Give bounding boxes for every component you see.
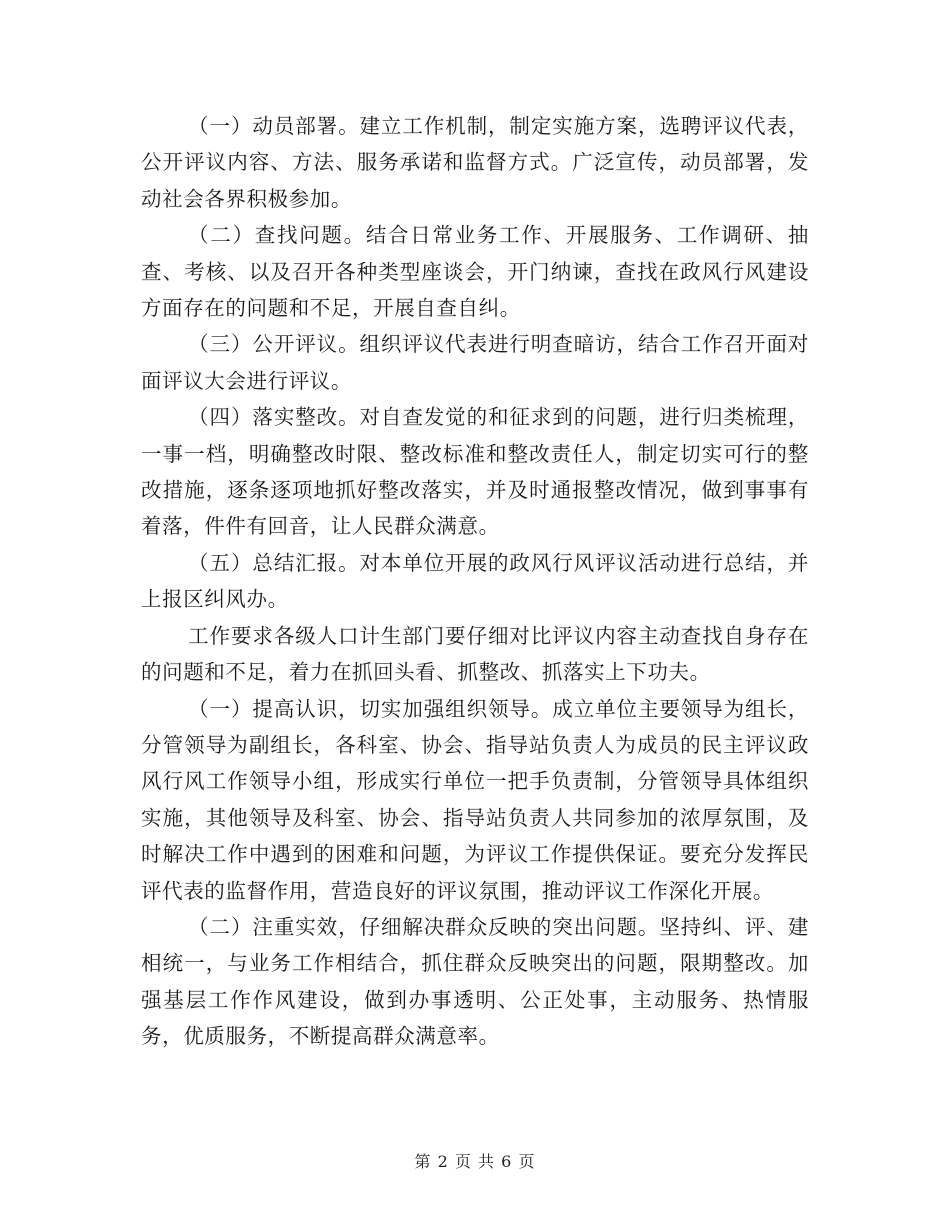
paragraph-practical-results: （二）注重实效，仔细解决群众反映的突出问题。坚持纠、评、建相统一，与业务工作相结合，抓住群众反映突出的问题，限期整改。加强基层工作作风建设，做到办事透明、公正处事，主动服务、热情服务，优质服务，不断提高群众满意率。: [141, 914, 809, 1049]
paragraph-organization-leadership: （一）提高认识，切实加强组织领导。成立单位主要领导为组长，分管领导为副组长，各科室、协会、指导站负责人为成员的民主评议政风行风工作领导小组，形成实行单位一把手负责制，分管领导具体组织实施，其他领导及科室、协会、指导站负责人共同参加的浓厚氛围，及时解决工作中遇到的困难和问题，为评议工作提供保证。要充分发挥民评代表的监督作用，营造良好的评议氛围，推动评议工作深化开展。: [141, 696, 809, 903]
footer-page-unit: 页: [454, 1152, 472, 1171]
paragraph-work-requirements: 工作要求各级人口计生部门要仔细对比评议内容主动查找自身存在的问题和不足，着力在抓回头看、抓整改、抓落实上下功夫。: [141, 623, 809, 685]
paragraph-rectification: （四）落实整改。对自查发觉的和征求到的问题，进行归类梳理，一事一档，明确整改时限、整改标准和整改责任人，制定切实可行的整改措施，逐条逐项地抓好整改落实，并及时通报整改情况，做到事事有着落，件件有回音，让人民群众满意。: [141, 405, 809, 539]
footer-prefix: 第: [414, 1152, 432, 1171]
page-footer: [0, 1149, 950, 1172]
paragraph-mobilization: （一）动员部署。建立工作机制，制定实施方案，选聘评议代表，公开评议内容、方法、服务承诺和监督方式。广泛宣传，动员部署，发动社会各界积极参加。: [141, 114, 809, 211]
paragraph-summary-report: （五）总结汇报。对本单位开展的政风行风评议活动进行总结，并上报区纠风办。: [141, 550, 809, 612]
footer-total-prefix: 共: [478, 1152, 496, 1171]
paragraph-public-review: （三）公开评议。组织评议代表进行明查暗访，结合工作召开面对面评议大会进行评议。: [141, 332, 809, 393]
paragraph-find-problems: （二）查找问题。结合日常业务工作、开展服务、工作调研、抽查、考核、以及召开各种类型座谈会，开门纳谏，查找在政风行风建设方面存在的问题和不足，开展自查自纠。: [141, 223, 809, 321]
document-body: [141, 108, 809, 1055]
footer-total-unit: 页: [518, 1152, 536, 1171]
footer-current-page: 2: [437, 1152, 449, 1171]
footer-total-pages: 6: [501, 1152, 513, 1171]
